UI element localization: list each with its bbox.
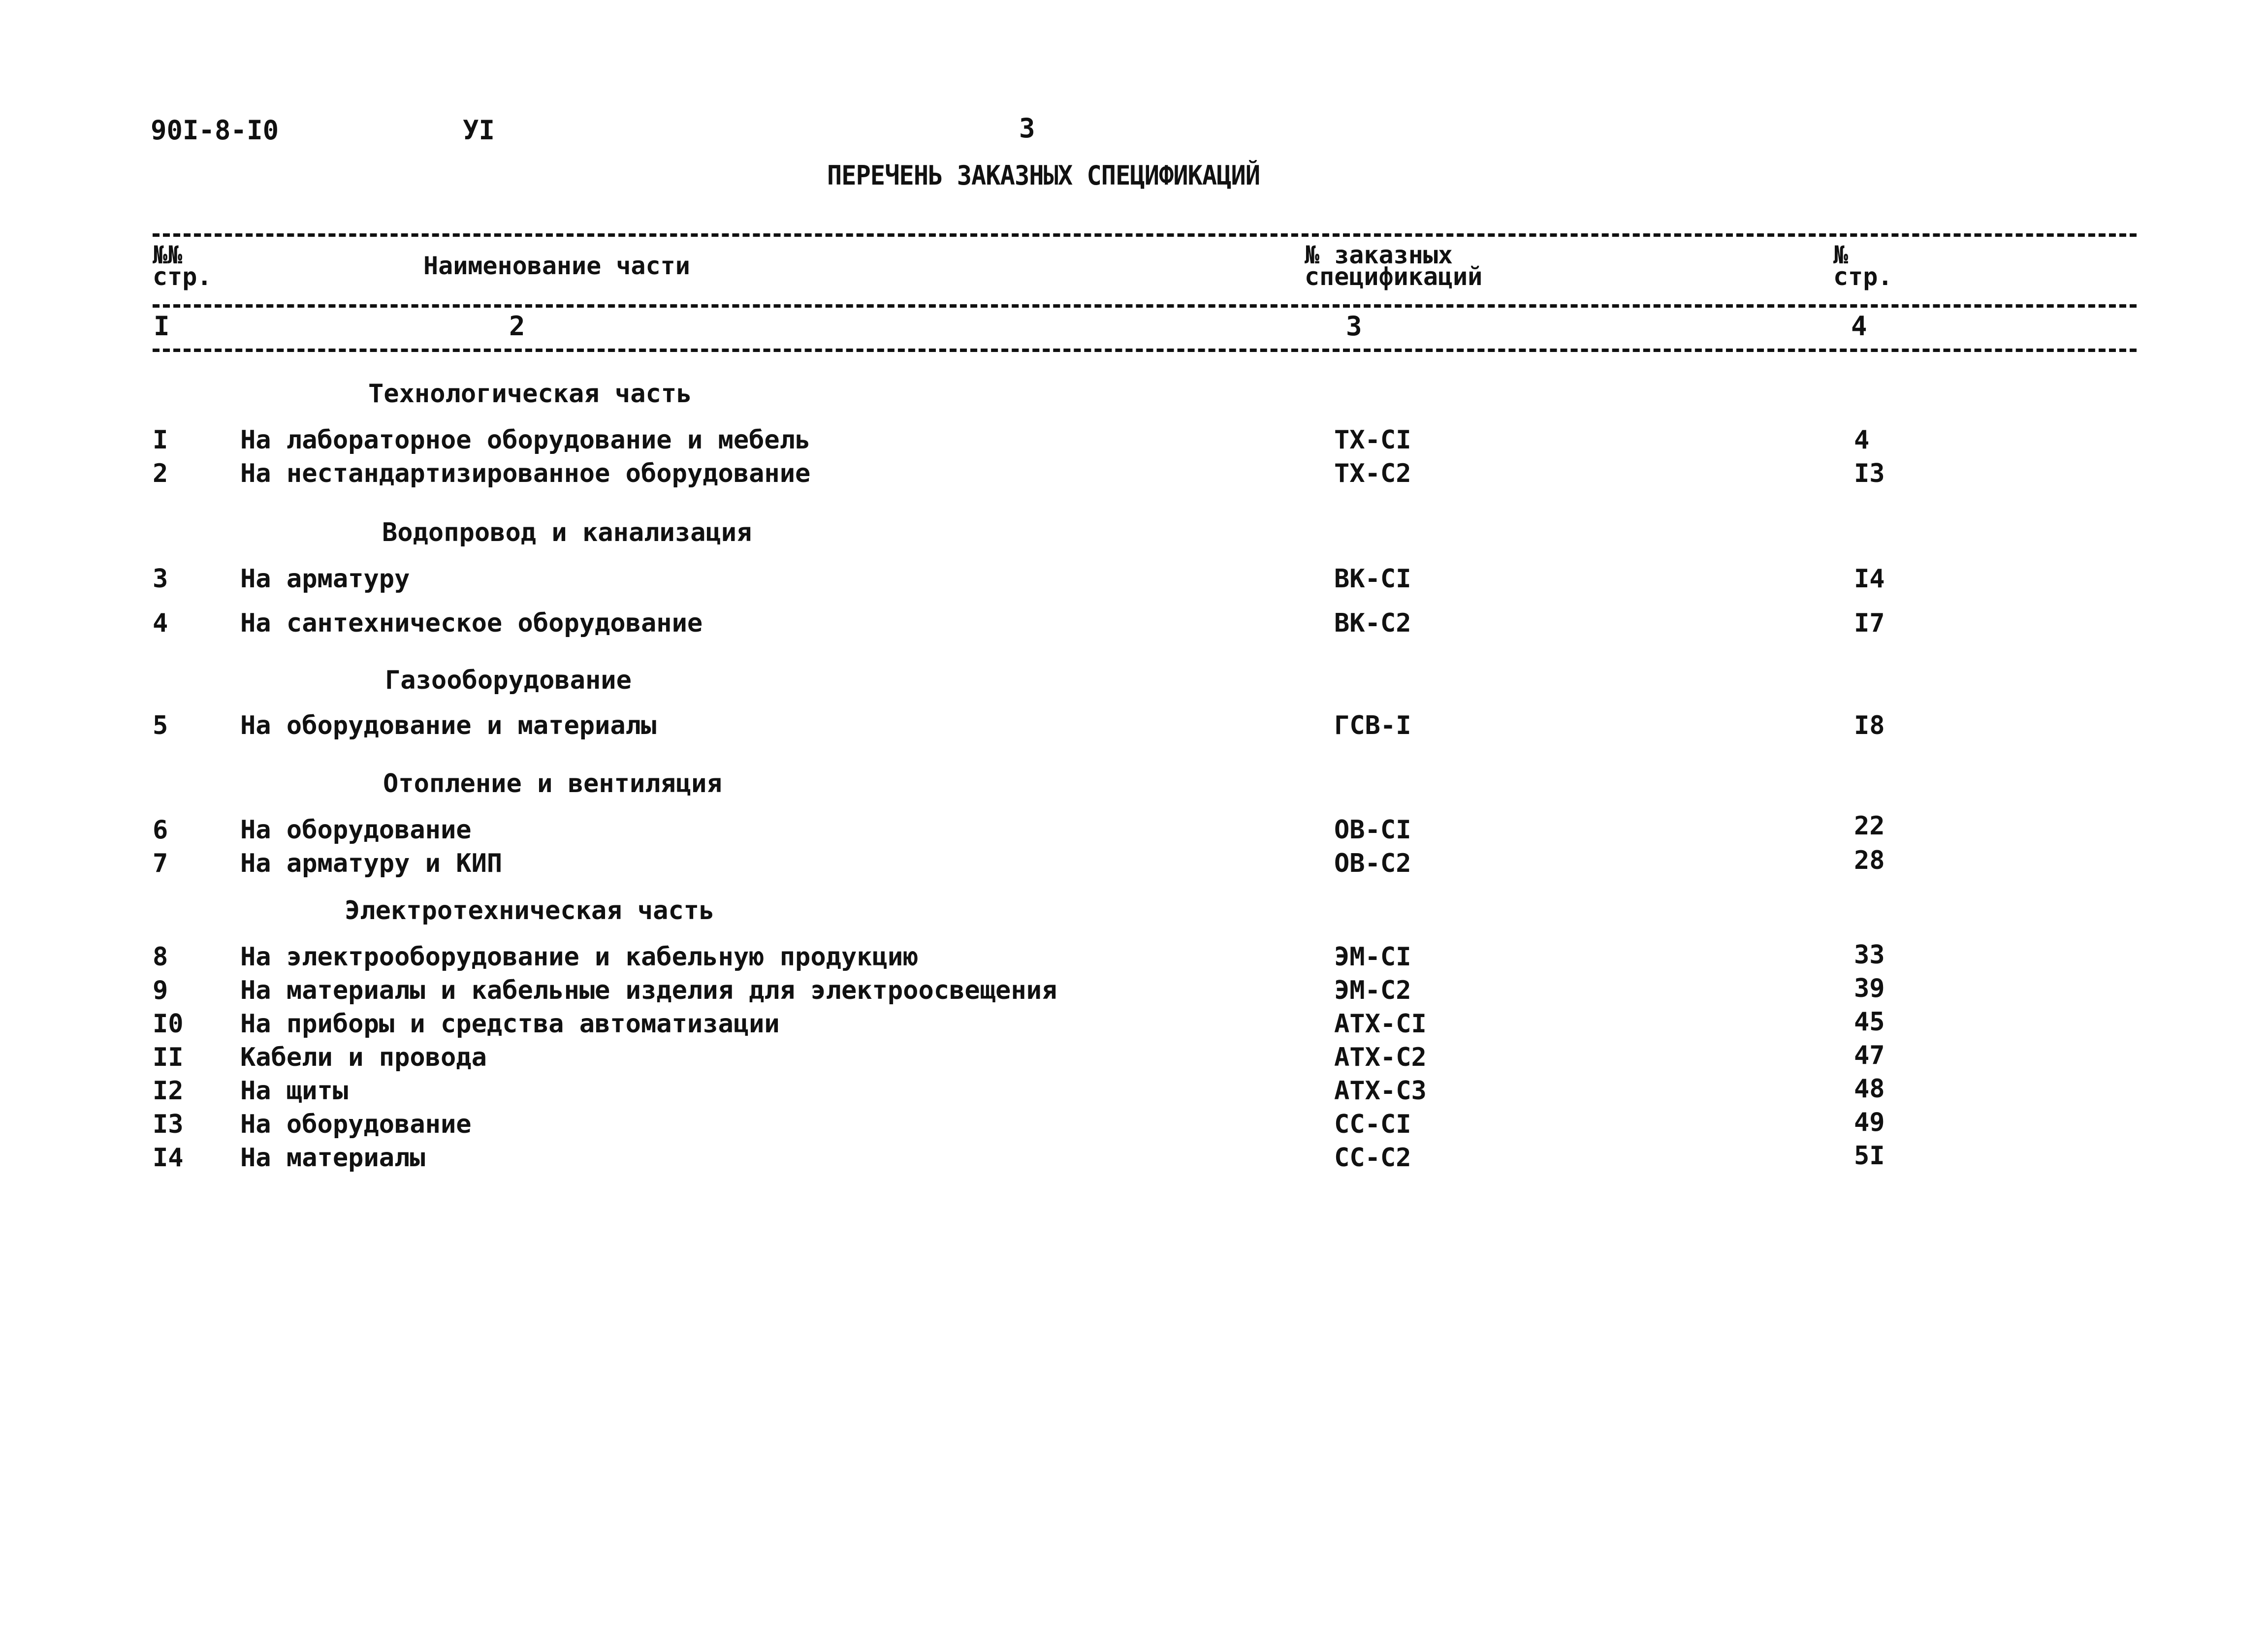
- row-part-name: На материалы: [240, 1143, 425, 1173]
- column-number-2: 2: [509, 311, 525, 342]
- row-page: I7: [1854, 608, 1885, 638]
- section-title-heating-ventilation: Отопление и вентиляция: [383, 769, 722, 798]
- row-page: 49: [1854, 1108, 1885, 1137]
- row-page: 48: [1854, 1074, 1885, 1104]
- row-number: I4: [153, 1143, 184, 1173]
- row-page: 39: [1854, 974, 1885, 1003]
- column-header-part-name: Наименование части: [423, 252, 690, 280]
- row-number: 8: [153, 942, 168, 972]
- row-spec-number: ВК-СI: [1334, 564, 1411, 594]
- row-spec-number: ЭМ-С2: [1334, 976, 1411, 1005]
- column-header-row-number: №№ стр.: [153, 241, 212, 291]
- row-part-name: На арматуру и КИП: [240, 849, 503, 878]
- row-number: 5: [153, 711, 168, 740]
- row-page: 33: [1854, 940, 1885, 970]
- column-number-1: I: [154, 311, 170, 342]
- row-page: 5I: [1854, 1141, 1885, 1171]
- row-part-name: На щиты: [240, 1076, 349, 1106]
- row-number: 3: [153, 564, 168, 594]
- row-number: I: [153, 425, 168, 455]
- row-number: 9: [153, 976, 168, 1005]
- row-number: I2: [153, 1076, 184, 1106]
- row-part-name: На сантехническое оборудование: [240, 608, 703, 638]
- row-part-name: На приборы и средства автоматизации: [240, 1009, 780, 1039]
- row-part-name: На арматуру: [240, 564, 410, 594]
- row-spec-number: ГСВ-I: [1334, 711, 1411, 740]
- row-part-name: На материалы и кабельные изделия для электроосвещения: [240, 976, 1057, 1005]
- row-spec-number: СС-СI: [1334, 1110, 1411, 1139]
- row-number: I3: [153, 1110, 184, 1139]
- table-numbers-rule: [153, 349, 2137, 352]
- row-spec-number: АТХ-С2: [1334, 1043, 1427, 1072]
- document-code: 90I-8-I0: [151, 115, 279, 146]
- row-part-name: На оборудование: [240, 1110, 472, 1139]
- row-part-name: На оборудование и материалы: [240, 711, 657, 740]
- row-part-name: На нестандартизированное оборудование: [240, 459, 811, 488]
- row-page: I3: [1854, 459, 1885, 488]
- row-page: 22: [1854, 811, 1885, 841]
- row-part-name: На лабораторное оборудование и мебель: [240, 425, 811, 455]
- row-spec-number: АТХ-СI: [1334, 1009, 1427, 1039]
- row-spec-number: ТХ-СI: [1334, 425, 1411, 455]
- row-spec-number: АТХ-С3: [1334, 1076, 1427, 1106]
- section-title-gas-equipment: Газооборудование: [385, 666, 632, 695]
- section-title-water-supply: Водопровод и канализация: [382, 518, 752, 547]
- row-number: I0: [153, 1009, 184, 1039]
- row-page: I4: [1854, 564, 1885, 594]
- row-spec-number: ОВ-СI: [1334, 815, 1411, 845]
- row-page: 4: [1854, 425, 1870, 455]
- row-part-name: На электрооборудование и кабельную продукцию: [240, 942, 919, 972]
- row-number: 4: [153, 608, 168, 638]
- column-header-page: № стр.: [1833, 241, 1893, 291]
- row-part-name: Кабели и провода: [240, 1043, 487, 1072]
- document-title: ПЕРЕЧЕНЬ ЗАКАЗНЫХ СПЕЦИФИКАЦИЙ: [827, 160, 1260, 191]
- table-header-rule: [153, 304, 2137, 308]
- section-title-electrical: Электротехническая часть: [345, 896, 715, 926]
- page-number: 3: [1019, 113, 1035, 144]
- section-title-technological: Технологическая часть: [368, 379, 692, 409]
- column-number-3: 3: [1346, 311, 1362, 342]
- row-spec-number: ЭМ-СI: [1334, 942, 1411, 972]
- row-number: 7: [153, 849, 168, 878]
- row-part-name: На оборудование: [240, 815, 472, 845]
- table-top-rule: [153, 233, 2137, 237]
- row-spec-number: СС-С2: [1334, 1143, 1411, 1173]
- row-spec-number: ОВ-С2: [1334, 849, 1411, 878]
- volume-number: УI: [463, 115, 495, 146]
- row-page: I8: [1854, 711, 1885, 740]
- row-number: 2: [153, 459, 168, 488]
- row-page: 45: [1854, 1007, 1885, 1037]
- row-page: 28: [1854, 846, 1885, 875]
- column-number-4: 4: [1851, 311, 1867, 342]
- row-spec-number: ВК-С2: [1334, 608, 1411, 638]
- column-header-spec-number: № заказных спецификаций: [1305, 241, 1483, 291]
- row-page: 47: [1854, 1041, 1885, 1070]
- row-spec-number: ТХ-С2: [1334, 459, 1411, 488]
- row-number: II: [153, 1043, 184, 1072]
- row-number: 6: [153, 815, 168, 845]
